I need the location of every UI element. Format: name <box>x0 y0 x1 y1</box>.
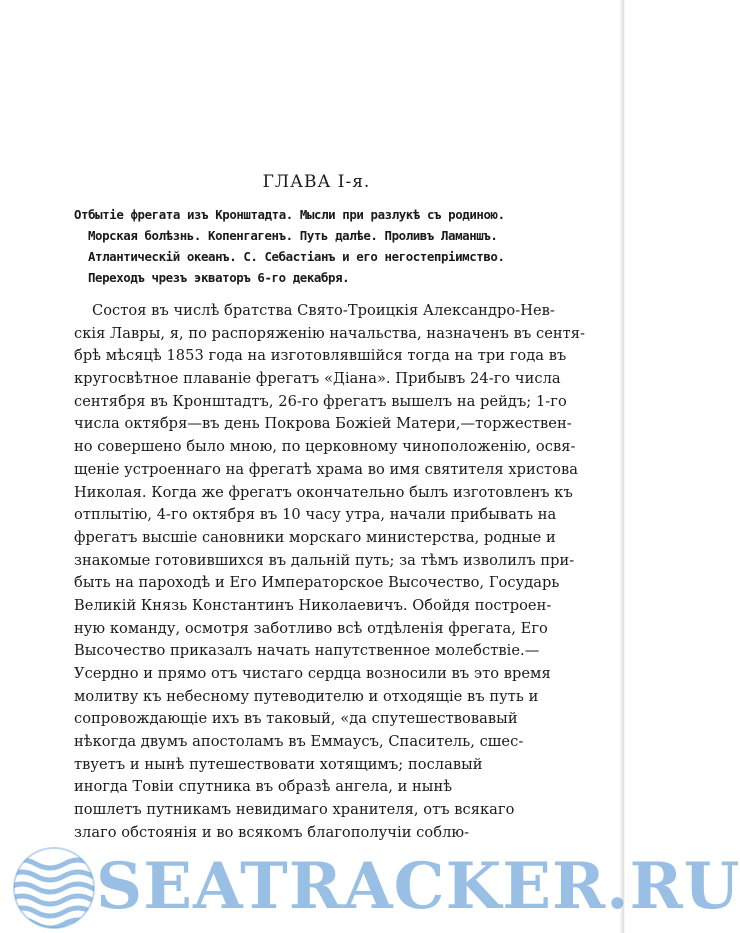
chapter-summary <box>74 204 554 288</box>
page-edge-shadow <box>619 0 625 933</box>
body-line: щеніе устроеннаго на фрегатѣ храма во имя святителя христова <box>74 460 579 478</box>
body-line: Состоя въ числѣ братства Свято-Троицкія Александро-Нев- <box>92 302 555 319</box>
chapter-title: ГЛАВА I-я. <box>262 172 371 192</box>
body-line: Великій Князь Константинъ Николаевичъ. Обойдя построен- <box>74 596 552 614</box>
summary-line: Отбытіе фрегата изъ Кронштадта. Мысли при разлукѣ съ родиною. <box>74 207 505 222</box>
body-line: сентября въ Кронштадтъ, 26-го фрегатъ вышелъ на рейдъ; 1-го <box>74 392 567 410</box>
body-line: отплытію, 4-го октября въ 10 часу утра, начали прибывать на <box>74 506 557 524</box>
body-line: знакомые готовившихся въ дальній путь; за тѣмъ изволилъ при- <box>74 551 575 569</box>
body-line: нѣкогда двумъ апостоламъ въ Еммаусъ, Спаситель, сшес- <box>74 733 524 751</box>
summary-line: Переходъ чрезъ экваторъ 6-го декабря. <box>88 270 350 285</box>
waves-logo-icon <box>12 846 96 930</box>
body-paragraph <box>74 300 586 845</box>
body-line: иногда Товіи спутника въ образѣ ангела, и нынѣ <box>74 778 453 796</box>
summary-line: Атлантическій океанъ. С. Себастіанъ и его негостепріимство. <box>88 249 505 264</box>
body-line: фрегатъ высшіе сановники морскаго министерства, родные и <box>74 528 556 546</box>
body-line: злаго обстоянія и во всякомъ благополучіи соблю- <box>74 823 470 841</box>
body-line: брѣ мѣсяцѣ 1853 года на изготовлявшійся тогда на три года въ <box>74 347 567 365</box>
body-line: молитву къ небесному путеводителю и отходящіе въ путь и <box>74 687 539 705</box>
body-line: твуетъ и нынѣ путешествовати хотящимъ; пославый <box>74 755 483 773</box>
body-line: Николая. Когда же фрегатъ окончательно былъ изготовленъ къ <box>74 483 573 501</box>
body-line: сопровождающіе ихъ въ таковый, «да спутешествовавый <box>74 710 518 728</box>
watermark-text: SEATRACKER.RU <box>96 849 740 924</box>
summary-line: Морская болѣзнь. Копенгагенъ. Путь далѣе. Проливъ Ламаншъ. <box>88 228 498 243</box>
body-line: быть на пароходѣ и Его Императорское Высочество, Государь <box>74 574 560 592</box>
watermark <box>0 838 740 933</box>
body-line: ную команду, осмотря заботливо всѣ отдѣленія фрегата, Его <box>74 619 548 637</box>
body-line: Высочество приказалъ начать напутственное молебствіе.— <box>74 642 540 660</box>
body-line: Усердно и прямо отъ чистаго сердца возносили въ это время <box>74 665 551 682</box>
body-line: но совершено было мною, по церковному чиноположенію, освя- <box>74 438 576 456</box>
body-line: кругосвѣтное плаваніе фрегатъ «Діана». Прибывъ 24-го числа <box>74 370 561 388</box>
body-line: числа октября—въ день Покрова Божіей Матери,—торжествен- <box>74 415 572 433</box>
body-line: пошлетъ путникамъ невидимаго хранителя, отъ всякаго <box>74 801 515 819</box>
body-line: скія Лавры, я, по распоряженію начальства, назначенъ въ сентя- <box>74 324 586 342</box>
